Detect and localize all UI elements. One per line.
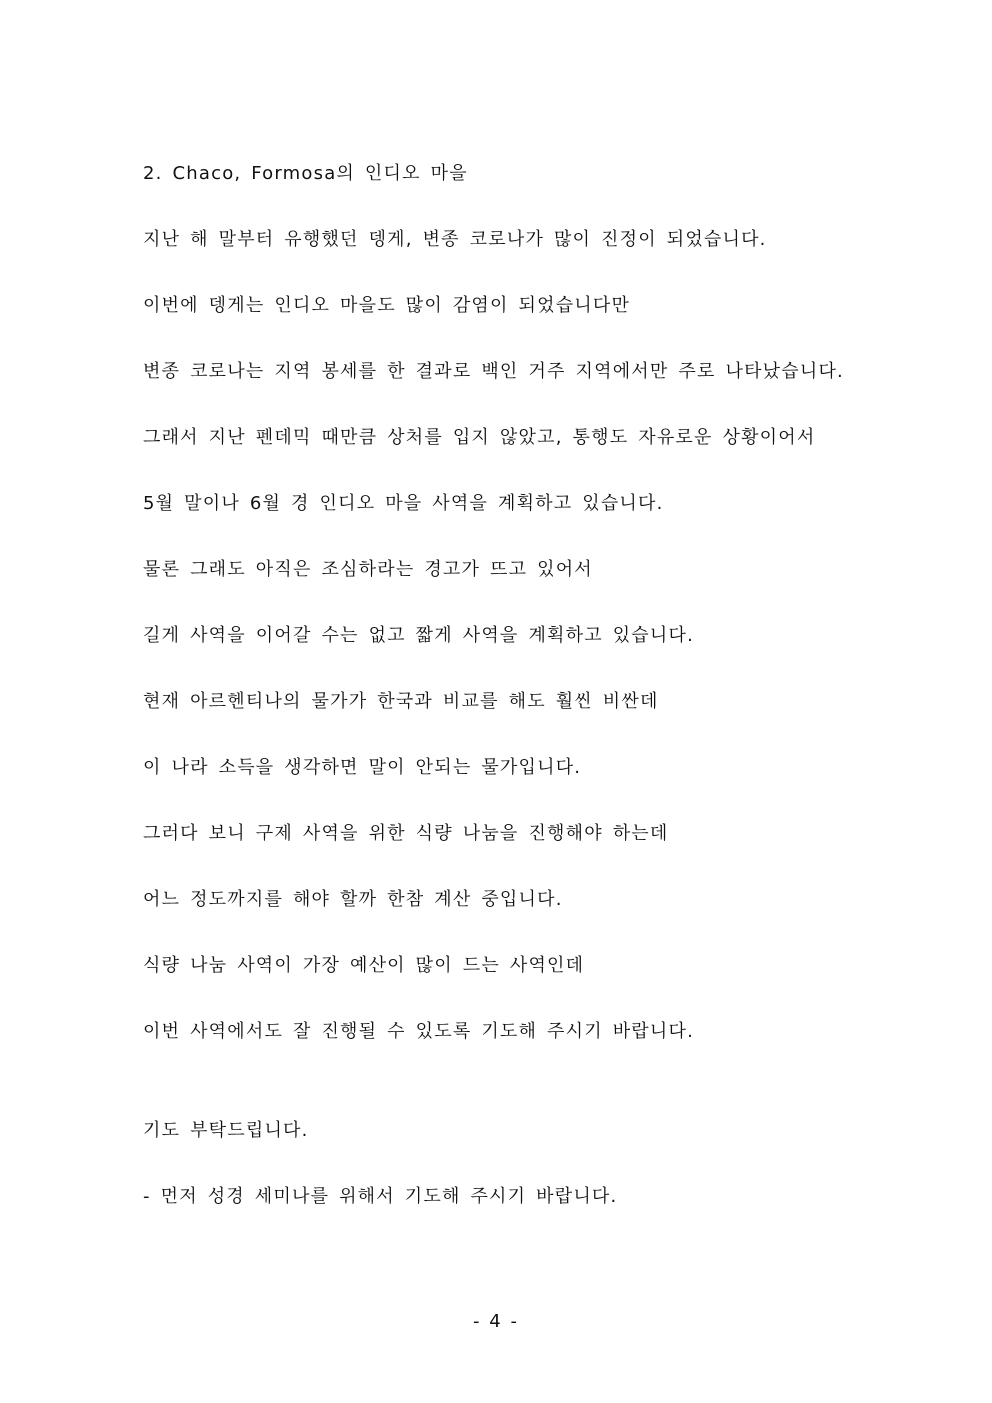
paragraph-line: 그러다 보니 구제 사역을 위한 식량 나눔을 진행해야 하는데 [143,823,669,844]
paragraph-line: 이번 사역에서도 잘 진행될 수 있도록 기도해 주시기 바랍니다. [143,1021,694,1042]
paragraph-line: 변종 코로나는 지역 봉세를 한 결과로 백인 거주 지역에서만 주로 나타났습니다. [143,361,844,382]
prayer-item: - 먼저 성경 세미나를 위해서 기도해 주시기 바랍니다. [143,1186,618,1207]
prayer-heading: 기도 부탁드립니다. [143,1120,309,1141]
paragraph-line: 이번에 뎅게는 인디오 마을도 많이 감염이 되었습니다만 [143,295,631,316]
paragraph-line: 이 나라 소득을 생각하면 말이 안되는 물가입니다. [143,757,582,778]
page-number: - 4 - [473,1311,519,1332]
section-heading: 2. Chaco, Formosa의 인디오 마을 [143,163,468,184]
paragraph-line: 물론 그래도 아직은 조심하라는 경고가 뜨고 있어서 [143,559,593,580]
paragraph-line: 그래서 지난 펜데믹 때만큼 상처를 입지 않았고, 통행도 자유로운 상황이어서 [143,427,816,448]
paragraph-line: 식량 나눔 사역이 가장 예산이 많이 드는 사역인데 [143,955,585,976]
paragraph-line: 지난 해 말부터 유행했던 뎅게, 변종 코로나가 많이 진정이 되었습니다. [143,229,767,250]
paragraph-line: 5월 말이나 6월 경 인디오 마을 사역을 계획하고 있습니다. [143,493,664,514]
paragraph-line: 현재 아르헨티나의 물가가 한국과 비교를 해도 훨씬 비싼데 [143,691,659,712]
paragraph-line: 길게 사역을 이어갈 수는 없고 짧게 사역을 계획하고 있습니다. [143,625,694,646]
paragraph-line: 어느 정도까지를 해야 할까 한참 계산 중입니다. [143,889,563,910]
